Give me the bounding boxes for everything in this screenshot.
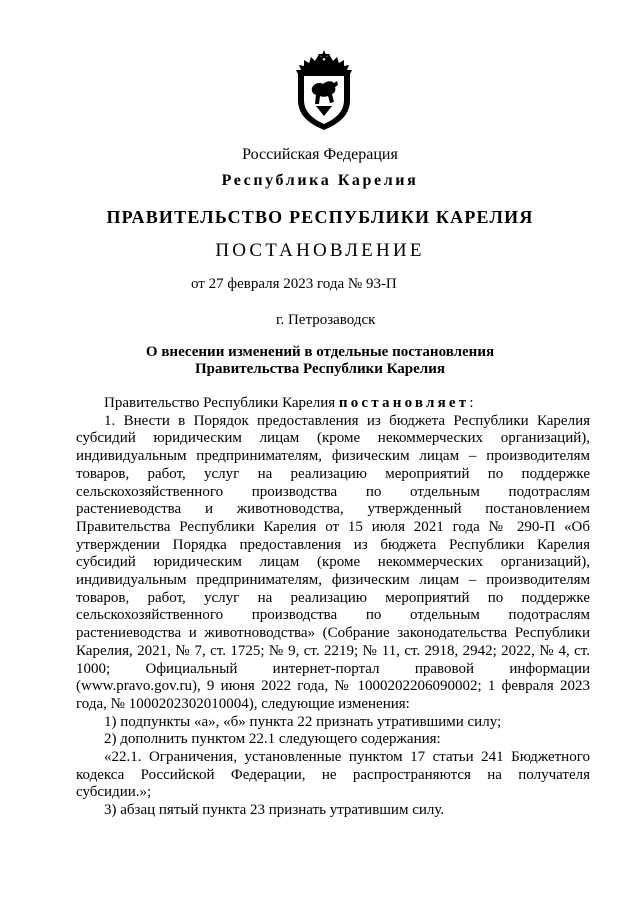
intro-paragraph <box>76 395 590 413</box>
document-type: ПОСТАНОВЛЕНИЕ <box>215 240 425 261</box>
republic-name: Республика Карелия <box>221 172 419 189</box>
date-number: от 27 февраля 2023 года № 93-П <box>191 276 397 292</box>
intro-text: Правительство Республики Карелия <box>104 395 339 411</box>
paragraph-2: 1) подпункты «а», «б» пункта 22 признать утратившими силу; <box>104 713 502 730</box>
paragraph-5: 3) абзац пятый пункта 23 признать утратившим силу. <box>104 802 445 819</box>
paragraph-3: 2) дополнить пунктом 22.1 следующего содержания: <box>104 731 441 748</box>
intro-colon: : <box>469 395 474 411</box>
paragraph-4: «22.1. Ограничения, установленные пунктом 17 статьи 241 Бюджетного кодекса Российской Федерации, не распространяются на получателя субсидии.»; <box>76 749 590 801</box>
subject-line-1: О внесении изменений в отдельные постановления <box>145 344 495 360</box>
karelia-coat-of-arms-icon <box>292 50 356 132</box>
government-title: ПРАВИТЕЛЬСТВО РЕСПУБЛИКИ КАРЕЛИЯ <box>106 207 534 227</box>
paragraph-1: 1. Внести в Порядок предоставления из бюджета Республики Карелия субсидий юридическим лицам (кроме некоммерческих организаций), индивидуальным предпринимателям, физическим лицам – производителям товаров, работ, услуг на реализацию мероприятий по поддержке сельскохозяйственного производства по отдельным подотраслям растениеводства и животноводства, утвержденный постановлением Правительства Республики Карелия от 15 июля 2021 года № 290-П «Об утверждении Порядка предоставления из бюджета Республики Карелия субсидий юридическим лицам (кроме некоммерческих организаций), индивидуальным предпринимателям, физическим лицам – производителям товаров, работ, услуг на реализацию мероприятий по поддержке сельскохозяйственного производства по отдельным подотраслям растениеводства и животноводства» (Собрание законодательства Республики Карелия, 2021, № 7, ст. 1725; № 9, ст. 2219; № 11, ст. 2918, 2942; 2022, № 4, ст. 1000; Официальный интернет-портал правовой информации (www.pravo.gov.ru), 9 июня 2022 года, № 1000202206090002; 1 февраля 2023 года, № 1000202302010004), следующие изменения: <box>76 412 590 712</box>
intro-emphasis: постановляет <box>338 395 470 411</box>
document-subject <box>0 344 640 378</box>
subject-line-2: Правительства Республики Карелия <box>195 361 445 377</box>
document-body <box>76 395 590 820</box>
city: г. Петрозаводск <box>276 312 376 328</box>
country-name: Российская Федерация <box>242 146 398 163</box>
